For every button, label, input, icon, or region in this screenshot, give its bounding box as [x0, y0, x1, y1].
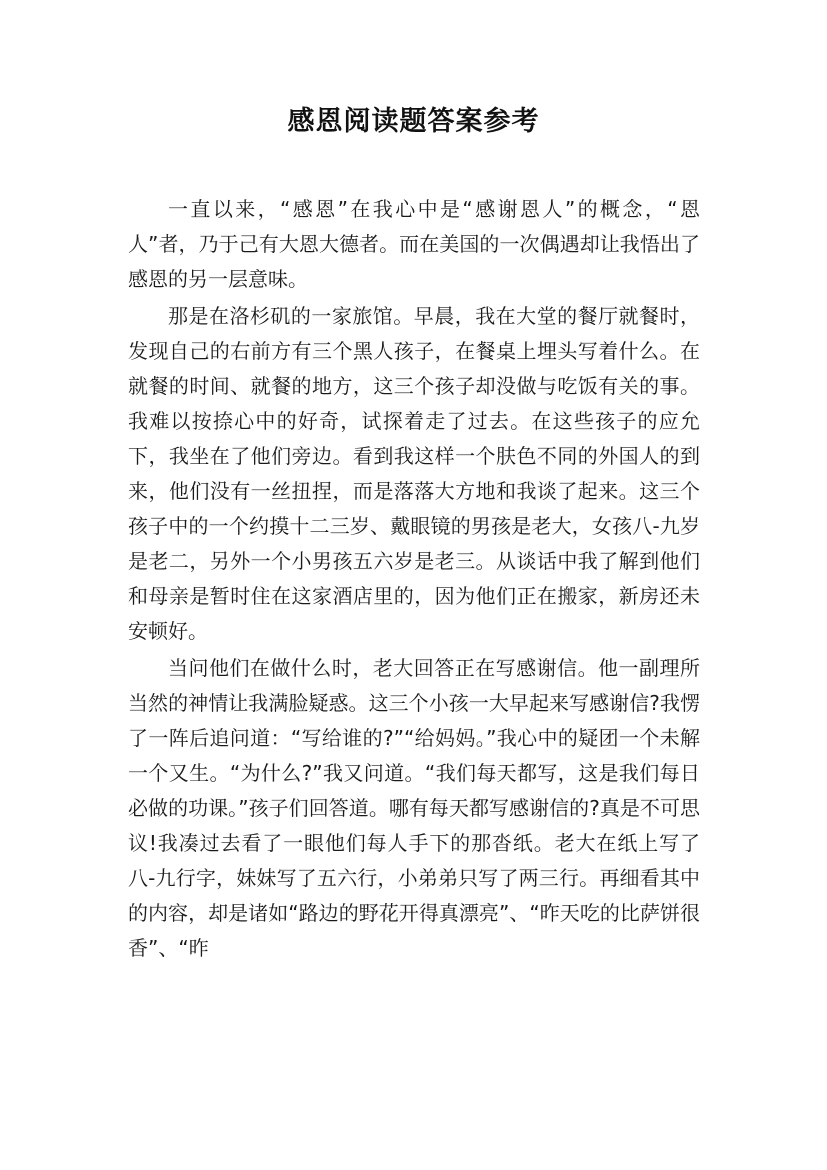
document-title: 感恩阅读题答案参考: [287, 106, 540, 137]
paragraph-2: 那是在洛杉矶的一家旅馆。早晨，我在大堂的餐厅就餐时，发现自己的右前方有三个黑人孩子，在餐桌上埋头写着什么。在就餐的时间、就餐的地方，这三个孩子却没做与吃饭有关的事。我难以按捺心中的好奇，试探着走了过去。在这些孩子的应允下，我坐在了他们旁边。看到我这样一个肤色不同的外国人的到来，他们没有一丝扭捏，而是落落大方地和我谈了起来。这三个孩子中的一个约摸十二三岁、戴眼镜的男孩是老大，女孩八-九岁是老二，另外一个小男孩五六岁是老三。从谈话中我了解到他们和母亲是暂时住在这家酒店里的，因为他们正在搬家，新房还未安顿好。: [128, 304, 700, 643]
document-body: [128, 192, 700, 968]
paragraph-1: 一直以来，“感恩”在我心中是“感谢恩人”的概念，“恩人”者，乃于己有大恩大德者。而在美国的一次偶遇却让我悟出了感恩的另一层意味。: [128, 197, 700, 291]
paragraph-3: 当问他们在做什么时，老大回答正在写感谢信。他一副理所当然的神情让我满脸疑惑。这三个小孩一大早起来写感谢信?我愣了一阵后追问道：“写给谁的?”“给妈妈。”我心中的疑团一个未解一个又生。“为什么?”我又问道。“我们每天都写，这是我们每日必做的功课。”孩子们回答道。哪有每天都写感谢信的?真是不可思议!我凑过去看了一眼他们每人手下的那沓纸。老大在纸上写了八-九行字，妹妹写了五六行，小弟弟只写了两三行。再细看其中的内容，却是诸如“路边的野花开得真漂亮”、“昨天吃的比萨饼很香”、“昨: [128, 656, 700, 960]
